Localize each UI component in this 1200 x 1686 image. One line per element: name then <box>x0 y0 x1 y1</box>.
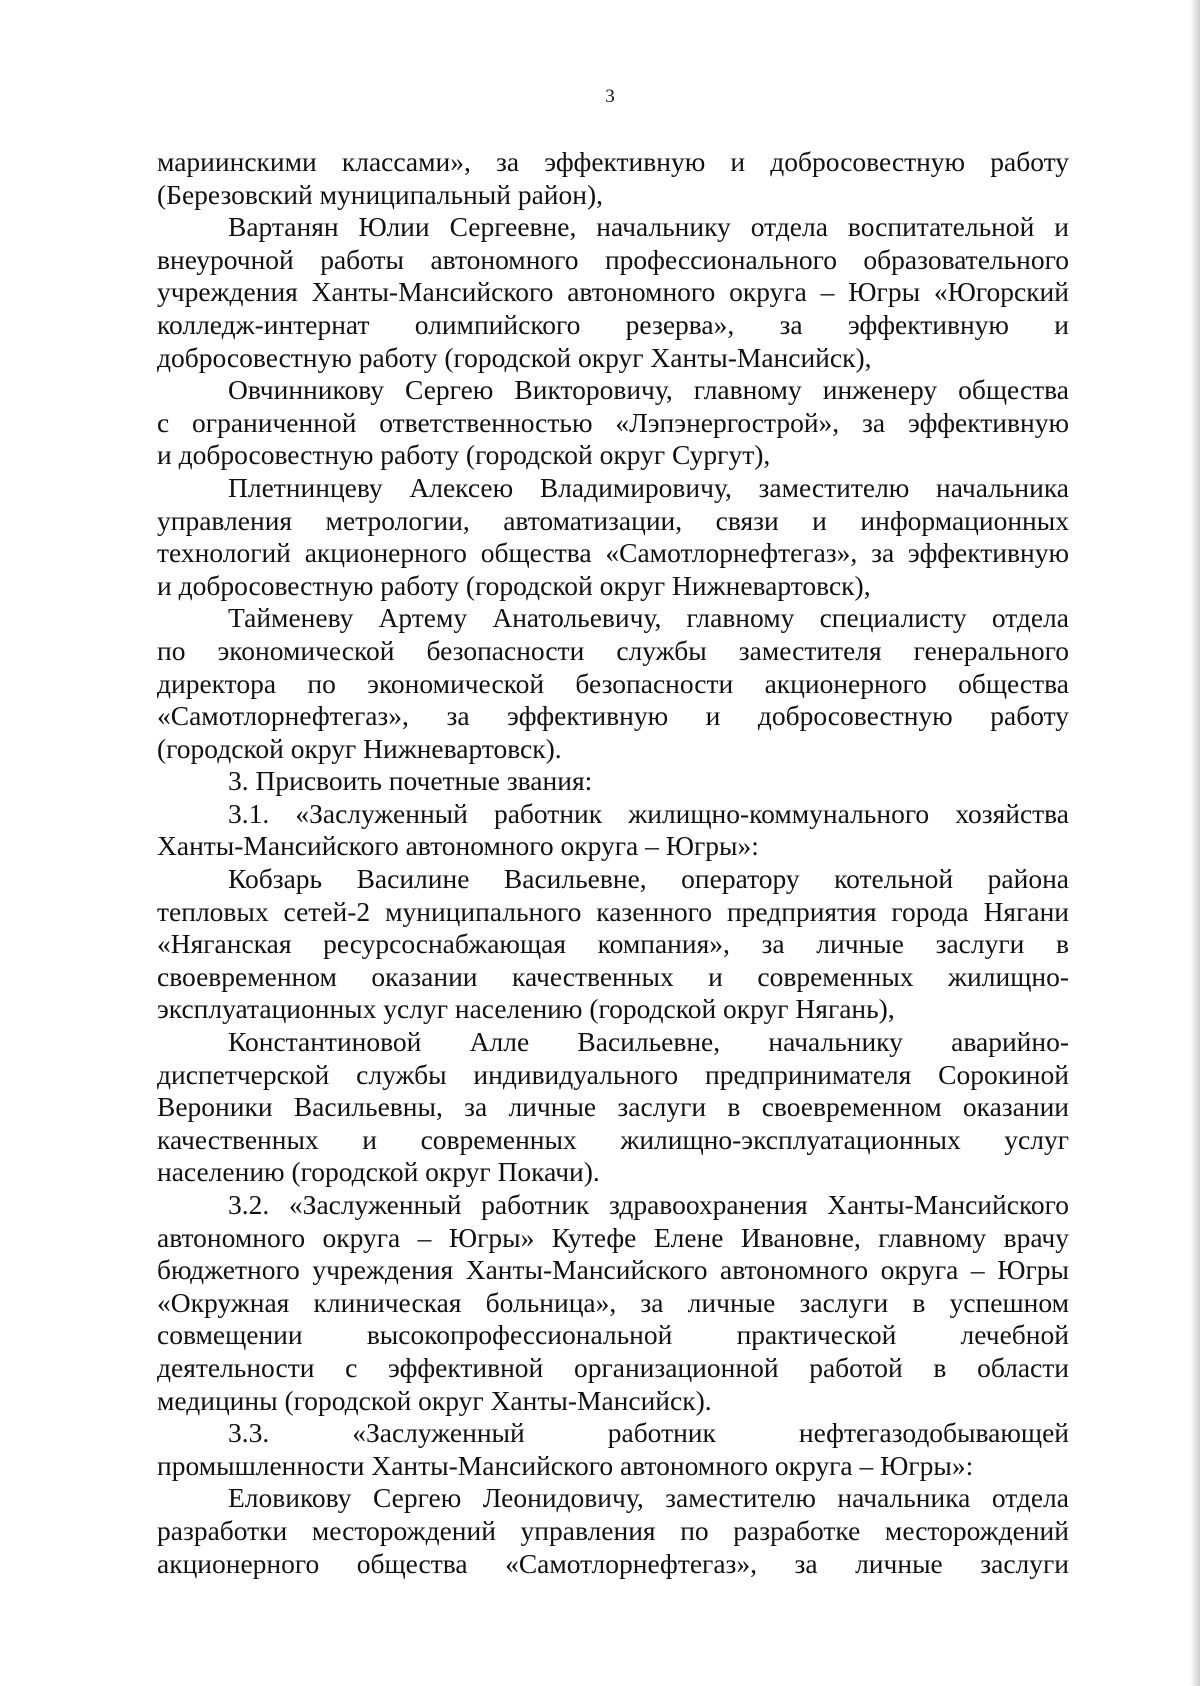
text-line: Кобзарь Василине Васильевне, оператору котельной района <box>228 863 1069 895</box>
document-body <box>157 146 1069 1580</box>
text-line: внеурочной работы автономного профессионального образовательного <box>157 243 1069 275</box>
scan-edge-shadow <box>1190 0 1200 1686</box>
text-line: (Березовский муниципальный район), <box>157 178 604 210</box>
text-line: населению (городской округ Покачи). <box>157 1156 600 1188</box>
text-line: 3.1. «Заслуженный работник жилищно-коммунального хозяйства <box>228 797 1069 829</box>
text-line: управления метрологии, автоматизации, связи и информационных <box>157 504 1069 536</box>
text-line: деятельности с эффективной организационной работой в области <box>157 1351 1069 1383</box>
text-line: автономного округа – Югры» Кутефе Елене Ивановне, главному врачу <box>157 1221 1069 1253</box>
text-line: Плетнинцеву Алексею Владимировичу, заместителю начальника <box>228 471 1069 503</box>
text-line: 3.2. «Заслуженный работник здравоохранения Ханты-Мансийского <box>228 1189 1069 1220</box>
text-line: Константиновой Алле Васильевне, начальнику аварийно- <box>228 1026 1069 1058</box>
text-line: Ханты-Мансийского автономного округа – Югры»: <box>157 830 759 862</box>
text-line: технологий акционерного общества «Самотлорнефтегаз», за эффективную <box>157 537 1069 569</box>
text-line: «Окружная клиническая больница», за личные заслуги в успешном <box>157 1286 1069 1318</box>
text-line: разработки месторождений управления по разработке месторождений <box>157 1514 1069 1546</box>
text-line: «Самотлорнефтегаз», за эффективную и добросовестную работу <box>157 700 1069 732</box>
text-line: эксплуатационных услуг населению (городской округ Нягань), <box>157 993 895 1025</box>
text-line: директора по экономической безопасности акционерного общества <box>157 667 1069 699</box>
page-number: 3 <box>605 86 615 107</box>
text-line: 3. Присвоить почетные звания: <box>228 765 593 797</box>
text-line: акционерного общества «Самотлорнефтегаз», за личные заслуги <box>157 1547 1069 1579</box>
text-line: и добросовестную работу (городской округ Сургут), <box>157 439 771 471</box>
text-line: по экономической безопасности службы заместителя генерального <box>157 634 1069 666</box>
text-line: своевременном оказании качественных и современных жилищно- <box>157 960 1069 992</box>
text-line: мариинскими классами», за эффективную и добросовестную работу <box>157 146 1069 177</box>
text-line: Вероники Васильевны, за личные заслуги в своевременном оказании <box>157 1091 1069 1123</box>
text-line: Тайменеву Артему Анатольевичу, главному специалисту отдела <box>228 602 1069 634</box>
text-line: добросовестную работу (городской округ Ханты-Мансийск), <box>157 341 872 373</box>
text-line: медицины (городской округ Ханты-Мансийск). <box>157 1384 712 1416</box>
text-line: совмещении высокопрофессиональной практической лечебной <box>157 1319 1069 1351</box>
text-line: «Няганская ресурсоснабжающая компания», за личные заслуги в <box>157 928 1069 960</box>
text-line: тепловых сетей-2 муниципального казенного предприятия города Нягани <box>157 895 1069 927</box>
text-line: качественных и современных жилищно-эксплуатационных услуг <box>157 1123 1069 1155</box>
text-line: и добросовестную работу (городской округ Нижневартовск), <box>157 569 871 601</box>
text-line: промышленности Ханты-Мансийского автономного округа – Югры»: <box>157 1449 974 1481</box>
text-line: Вартанян Юлии Сергеевне, начальнику отдела воспитательной и <box>228 211 1069 243</box>
text-line: 3.3. «Заслуженный работник нефтегазодобывающей <box>228 1417 1069 1449</box>
text-line: бюджетного учреждения Ханты-Мансийского автономного округа – Югры <box>157 1254 1069 1286</box>
text-line: Овчинникову Сергею Викторовичу, главному инженеру общества <box>228 374 1069 406</box>
text-line: Еловикову Сергею Леонидовичу, заместителю начальника отдела <box>228 1482 1069 1514</box>
text-line: (городской округ Нижневартовск). <box>157 732 562 764</box>
text-line: с ограниченной ответственностью «Лэпэнергострой», за эффективную <box>157 406 1069 438</box>
text-line: диспетчерской службы индивидуального предпринимателя Сорокиной <box>157 1058 1069 1090</box>
text-line: колледж-интернат олимпийского резерва», за эффективную и <box>157 308 1069 340</box>
text-line: учреждения Ханты-Мансийского автономного округа – Югры «Югорский <box>157 276 1069 308</box>
